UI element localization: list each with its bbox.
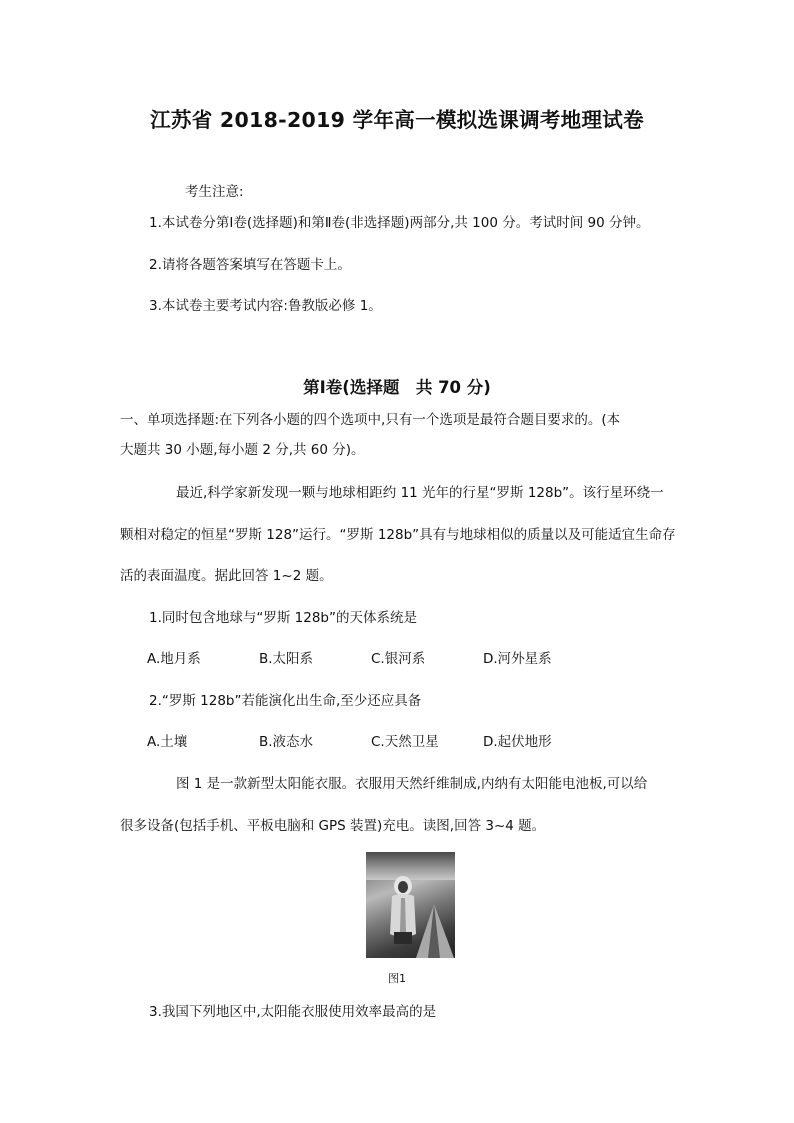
passage-1-line-1: 最近,科学家新发现一颗与地球相距约 11 光年的行星“罗斯 128b”。该行星环绕一	[176, 485, 664, 501]
question-2-option-d: D.起伏地形	[483, 734, 552, 750]
question-3-stem: 3.我国下列地区中,太阳能衣服使用效率最高的是	[149, 1004, 437, 1020]
question-1-stem: 1.同时包含地球与“罗斯 128b”的天体系统是	[149, 610, 417, 626]
notice-item-1: 1.本试卷分第Ⅰ卷(选择题)和第Ⅱ卷(非选择题)两部分,共 100 分。考试时间 90 分钟。	[149, 215, 650, 231]
figure-tent	[414, 900, 454, 958]
figure-1-caption: 图1	[388, 972, 406, 985]
question-1-option-c: C.银河系	[371, 651, 426, 667]
figure-1-solar-clothing-photo	[366, 852, 455, 958]
passage-1-line-3: 活的表面温度。据此回答 1~2 题。	[120, 568, 333, 584]
question-1-option-a: A.地月系	[147, 651, 201, 667]
section-instruction-line-1: 一、单项选择题:在下列各小题的四个选项中,只有一个选项是最符合题目要求的。(本	[120, 412, 621, 428]
notice-item-3: 3.本试卷主要考试内容:鲁教版必修 1。	[149, 298, 382, 314]
section-title: 第Ⅰ卷(选择题 共 70 分)	[303, 378, 491, 397]
passage-2-line-1: 图 1 是一款新型太阳能衣服。衣服用天然纤维制成,内纳有太阳能电池板,可以给	[176, 776, 648, 792]
question-1-option-d: D.河外星系	[483, 651, 552, 667]
exam-title: 江苏省 2018-2019 学年高一模拟选课调考地理试卷	[150, 108, 644, 132]
passage-1-line-2: 颗相对稳定的恒星“罗斯 128”运行。“罗斯 128b”具有与地球相似的质量以及可能适宜生命存	[120, 527, 676, 543]
question-1-option-b: B.太阳系	[259, 651, 314, 667]
section-instruction-line-2: 大题共 30 小题,每小题 2 分,共 60 分)。	[120, 442, 365, 458]
notice-heading: 考生注意:	[185, 184, 244, 200]
question-2-option-b: B.液态水	[259, 734, 314, 750]
question-2-option-a: A.土壤	[147, 734, 188, 750]
passage-2-line-2: 很多设备(包括手机、平板电脑和 GPS 装置)充电。读图,回答 3~4 题。	[120, 818, 546, 834]
question-2-stem: 2.“罗斯 128b”若能演化出生命,至少还应具备	[149, 693, 422, 709]
question-2-option-c: C.天然卫星	[371, 734, 439, 750]
notice-item-2: 2.请将各题答案填写在答题卡上。	[149, 257, 351, 273]
